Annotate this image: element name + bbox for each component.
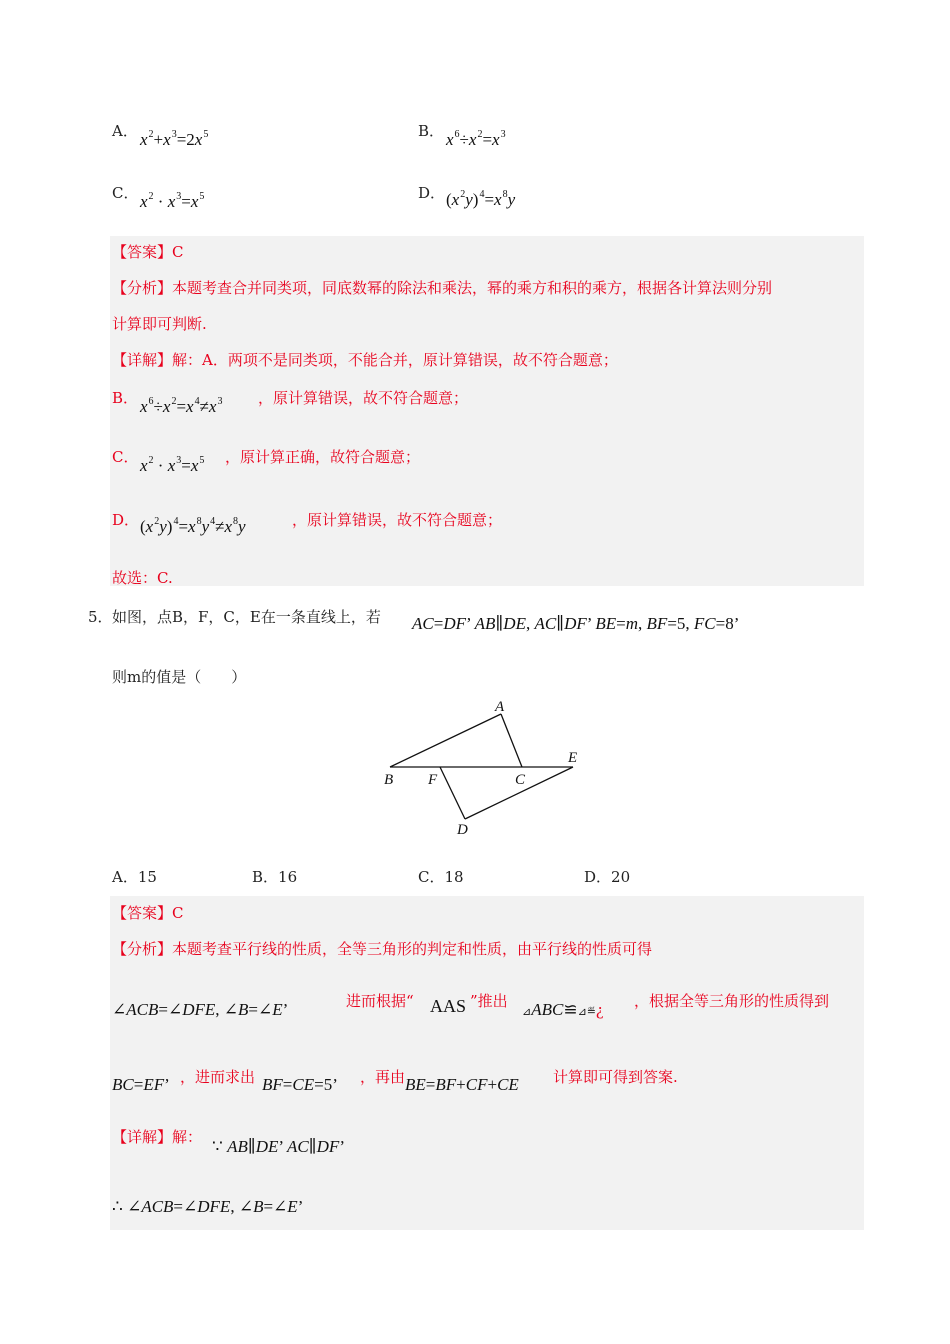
q5-sum-math: BE=BF+CF+CE <box>405 1075 519 1094</box>
option-a-math: $x^2+x^3=2x^5$ <box>140 129 209 149</box>
label-b: B <box>384 772 394 788</box>
option-d-math: $(x^2y)^4=x^8y$ <box>446 189 516 209</box>
q4-detail-c-math: $x^2 \cdot x^3=x^5$ <box>140 455 205 475</box>
geometry-figure <box>380 695 590 840</box>
q5-number: 5． <box>88 608 113 626</box>
q5-choice-d: D．20 <box>584 868 631 886</box>
q5-answer-line: 【答案】C <box>112 904 184 922</box>
q5-question: 则m的值是（ ） <box>112 668 247 686</box>
q4-detail-b-label: B． <box>112 389 139 407</box>
q5-bc-ef-math: BC=EF’ <box>112 1075 170 1094</box>
option-a-label: A． <box>112 122 138 140</box>
q4-detail-d-label: D． <box>112 511 140 529</box>
option-c-math: $x^2 \cdot x^3=x^5$ <box>140 191 205 211</box>
label-e: E <box>568 750 578 766</box>
q4-detail-a: 【详解】解：A．两项不是同类项，不能合并，原计算错误，故不符合题意； <box>112 351 618 369</box>
label-a: A <box>495 699 505 715</box>
option-d-label: D． <box>418 184 446 202</box>
q5-because-math: ∵ AB∥DE’ AC∥DF’ <box>212 1137 345 1156</box>
q5-analysis-l3a: ，进而求出 <box>180 1068 256 1086</box>
option-b-math: $x^6\div x^2=x^3$ <box>446 129 506 149</box>
q5-angle-equality-math: ∠ACB=∠DFE, ∠B=∠E’ <box>112 1000 289 1019</box>
q5-analysis-line1: 【分析】本题考查平行线的性质，全等三角形的判定和性质，由平行线的性质可得 <box>112 940 653 958</box>
q5-choice-c: C．18 <box>418 868 464 886</box>
q4-analysis-line1: 【分析】本题考查合并同类项，同底数幂的除法和乘法，幂的乘方和积的乘方，根据各计算法则分别 <box>112 279 773 297</box>
q4-detail-d-math: $(x^2y)^4=x^8y^4\ne x^8y$ <box>140 516 246 536</box>
q5-analysis-l3c: 计算即可得到答案. <box>553 1068 678 1086</box>
q4-detail-c-label: C． <box>112 448 139 466</box>
q5-detail-line: 【详解】解： <box>112 1128 203 1146</box>
q5-choice-b: B．16 <box>252 868 298 886</box>
q4-detail-c-text: ，原计算正确，故符合题意； <box>225 448 421 466</box>
q5-stem: 如图，点B，F，C，E在一条直线上，若 <box>112 608 381 626</box>
option-c-label: C． <box>112 184 139 202</box>
q4-analysis-line2: 计算即可判断. <box>112 315 207 333</box>
q4-detail-d-text: ，原计算错误，故不符合题意； <box>292 511 503 529</box>
segment-fd <box>440 767 465 819</box>
q4-answer-line: 【答案】C <box>112 243 184 261</box>
label-c: C <box>515 772 526 788</box>
q4-conclusion: 故选：C. <box>112 569 173 587</box>
q5-analysis-l2c: ，根据全等三角形的性质得到 <box>634 992 830 1010</box>
q5-analysis-l2a: 进而根据“ <box>346 992 414 1010</box>
q5-congruence-math: ⊿ABC≌⊿≝¿ <box>522 1000 604 1019</box>
q5-condition-math: AC=DF’ AB∥DE, AC∥DF’ BE=m, BF=5, FC=8’ <box>412 614 740 633</box>
q5-aas: AAS <box>430 996 467 1016</box>
q5-analysis-l3b: ，再由 <box>360 1068 406 1086</box>
q5-therefore-math: ∴ ∠ACB=∠DFE, ∠B=∠E’ <box>112 1197 304 1216</box>
q4-detail-b-text: ，原计算错误，故不符合题意； <box>258 389 469 407</box>
segment-ab <box>390 714 501 767</box>
option-b-label: B． <box>418 122 445 140</box>
q5-analysis-l2b: ”推出 <box>470 992 508 1010</box>
label-d: D <box>457 822 468 838</box>
segment-ac <box>501 714 522 767</box>
q5-bf-ce-math: BF=CE=5’ <box>262 1075 338 1094</box>
label-f: F <box>428 772 438 788</box>
q5-choice-a: A．15 <box>112 868 157 886</box>
q4-detail-b-math: $x^6\div x^2=x^4\ne x^3$ <box>140 396 223 416</box>
